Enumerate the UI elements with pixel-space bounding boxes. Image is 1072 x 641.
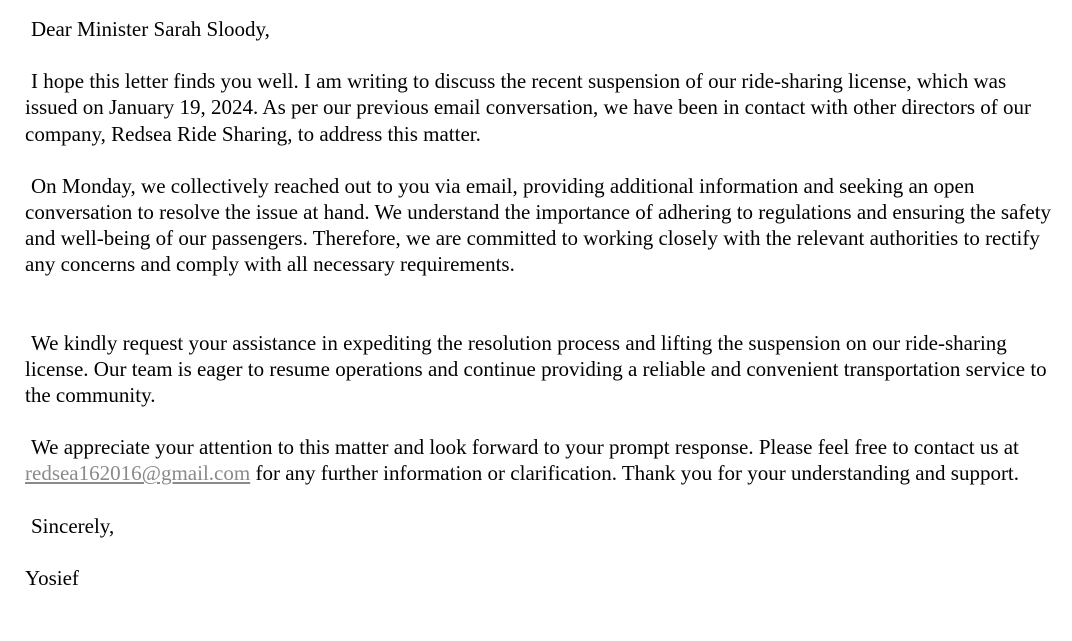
paragraph-text-after-email: for any further information or clarification. Thank you for your understanding and support. — [250, 461, 1020, 486]
closing: Sincerely, — [31, 513, 115, 538]
email-link[interactable]: redsea162016@gmail.com — [25, 461, 251, 486]
paragraph-license-suspension — [25, 68, 1055, 147]
paragraph-text: On Monday, we collectively reached out to you via email, providing additional information and seeking an open conversation to resolve the issue at hand. We understand the importance of adhering to regulations and ensuring the safety and well-being of our passengers. Therefore, we are committed to working closely with the relevant authorities to rectify any concerns and comply with all necessary requirements. — [25, 173, 1052, 277]
greeting: Dear Minister Sarah Sloody, — [31, 17, 270, 41]
paragraph-text: We kindly request your assistance in expediting the resolution process and lifting the suspension on our ride-sharing license. Our team is eager to resume operations and continue providing a reliable and convenient transportation service to the community. — [25, 330, 1047, 408]
paragraph-text: I hope this letter finds you well. I am writing to discuss the recent suspension of our ride-sharing license, which was issued on January 19, 2024. As per our previous email conversation, we have been in contact with other directors of our company, Redsea Ride Sharing, to address this matter. — [25, 69, 1031, 146]
paragraph-contact — [25, 434, 1055, 486]
paragraph-collective-outreach — [25, 173, 1055, 278]
letter-body — [25, 16, 1055, 591]
signature: Yosief — [25, 565, 79, 590]
paragraph-assistance-request — [25, 330, 1055, 409]
paragraph-text-before-email: We appreciate your attention to this matter and look forward to your prompt response. Please feel free to contact us at — [31, 435, 1019, 460]
